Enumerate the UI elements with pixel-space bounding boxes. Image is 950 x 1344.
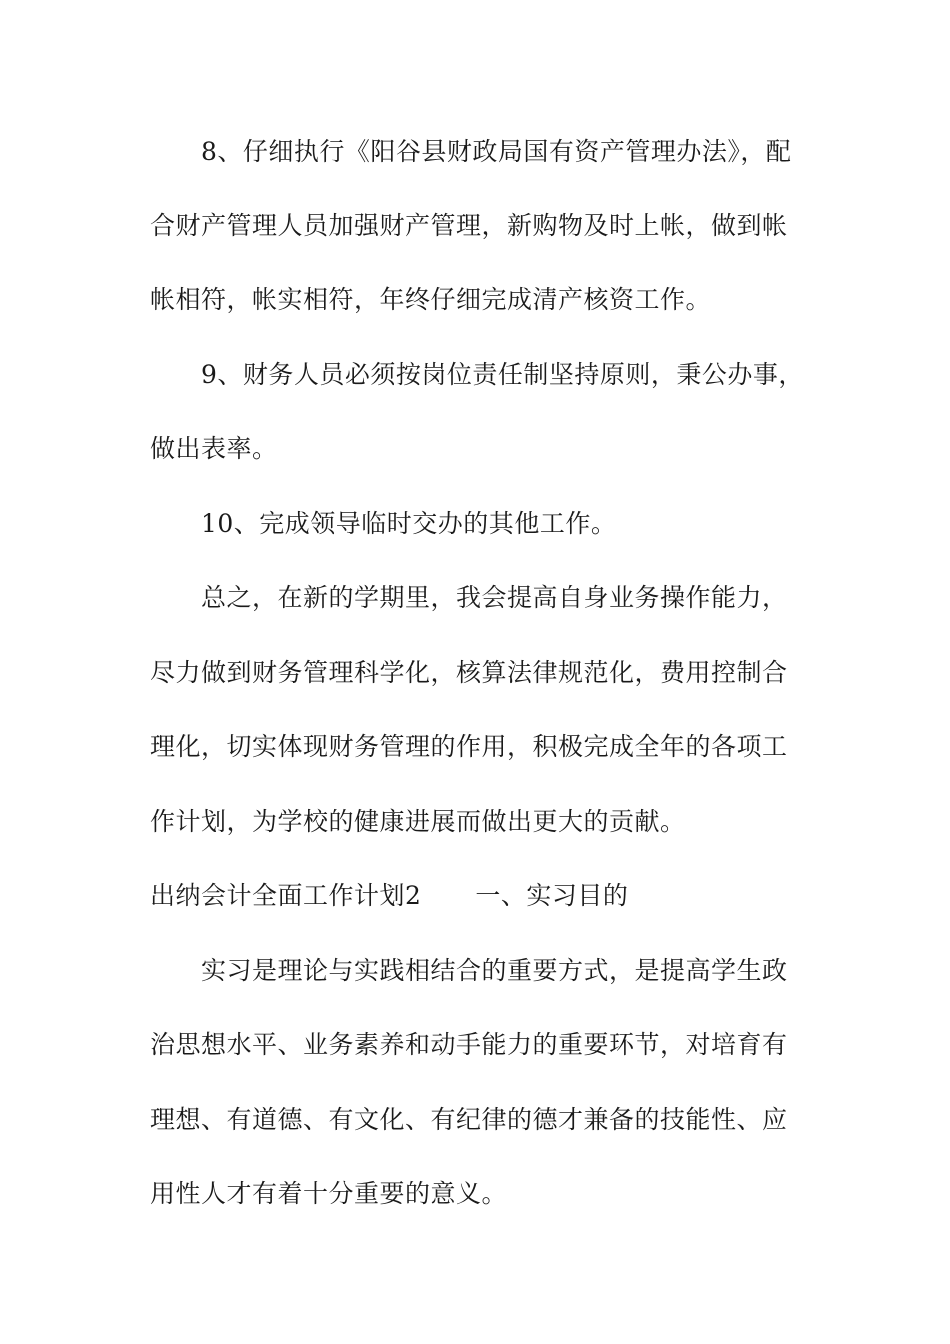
summary-line-3: 理化，切实体现财务管理的作用，积极完成全年的各项工	[150, 732, 788, 761]
purpose-line-4: 用性人才有着十分重要的意义。	[150, 1179, 508, 1208]
purpose-line-3: 理想、有道德、有文化、有纪律的德才兼备的技能性、应	[150, 1105, 788, 1134]
summary-line-2: 尽力做到财务管理科学化，核算法律规范化，费用控制合	[150, 658, 788, 687]
paragraph-9-line-1: 9、财务人员必须按岗位责任制坚持原则，秉公办事，	[201, 360, 804, 389]
summary-line-1: 总之，在新的学期里，我会提高自身业务操作能力，	[201, 583, 788, 612]
paragraph-8-line-1: 8、仔细执行《阳谷县财政局国有资产管理办法》，配	[201, 137, 792, 166]
purpose-line-1: 实习是理论与实践相结合的重要方式，是提高学生政	[201, 956, 788, 985]
section-heading	[150, 879, 810, 913]
paragraph-10-line-1: 10、完成领导临时交办的其他工作。	[201, 509, 617, 538]
document-title: 出纳会计全面工作计划2	[150, 881, 422, 910]
paragraph-8-line-2: 合财产管理人员加强财产管理，新购物及时上帐，做到帐	[150, 211, 788, 240]
purpose-line-2: 治思想水平、业务素养和动手能力的重要环节，对培育有	[150, 1030, 788, 1059]
summary-line-4: 作计划，为学校的健康进展而做出更大的贡献。	[150, 807, 686, 836]
section-title: 一、实习目的	[475, 881, 629, 910]
paragraph-8-line-3: 帐相符，帐实相符，年终仔细完成清产核资工作。	[150, 285, 712, 314]
paragraph-9-line-2: 做出表率。	[150, 434, 278, 463]
